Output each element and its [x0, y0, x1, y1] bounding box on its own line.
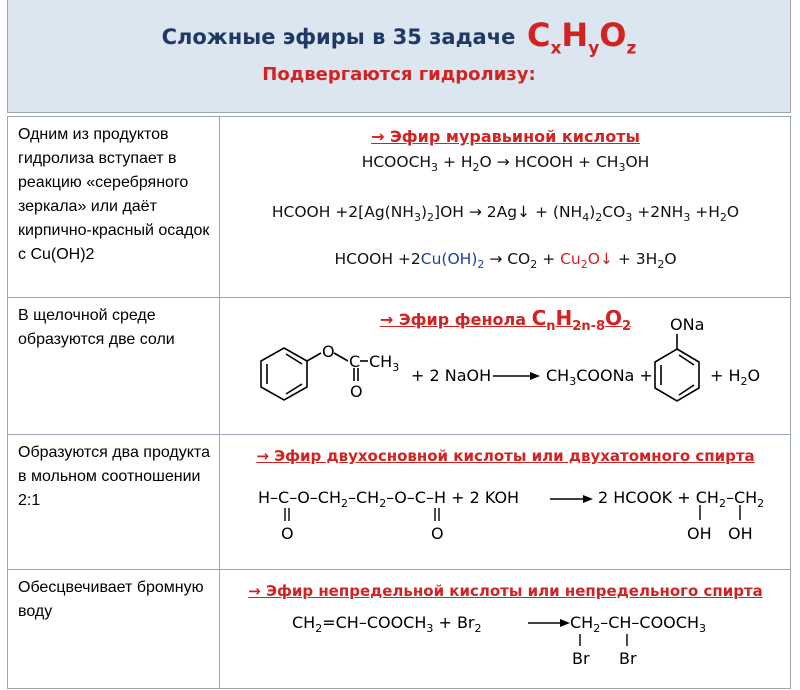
table-row [7, 569, 791, 689]
table-row [7, 297, 791, 434]
table-row [7, 434, 791, 569]
row-heading: → Эфир непредельной кислоты или непредельного спирта [248, 582, 763, 600]
svg-text:O: O [350, 382, 363, 401]
svg-text:CH2–CH–COOCH3: $CH_2-CH-COOCH_3$ [570, 613, 706, 635]
svg-text:CH3: $CH_3$ [369, 352, 400, 374]
svg-text:OH: OH [728, 524, 753, 543]
description-cell [7, 117, 220, 297]
description-text: Обесцвечивает бромную воду [18, 579, 204, 620]
svg-text:CH2=CH–COOCH3 + Br2: $CH_2=CH-COOCH_3 + Br_2$ [292, 613, 482, 635]
table-row [7, 116, 791, 297]
phenyl-acetate-reaction [220, 298, 791, 435]
svg-text:CH3COONa +: $CH_3COONa$ + [546, 366, 653, 388]
svg-text:Br: Br [572, 649, 590, 668]
description-text: В щелочной среде образуются две соли [18, 307, 175, 348]
bromination-reaction [220, 570, 791, 690]
svg-text:H–C–O–CH2–CH2–O–C–H + 2 KOH: $H-C-O-CH_2-CH_2-O-C-H + 2$ KOH [258, 488, 520, 510]
phenolate-ring-icon [655, 334, 699, 401]
header-panel [7, 0, 791, 113]
svg-text:O: O [281, 524, 294, 543]
phenol-ester-formula: $C_nH_{2n-8}O_2$ [531, 306, 632, 334]
equation-silver-mirror: HCOOH $+2[Ag(NH_3)_2]OH$ → 2Ag↓ + $(NH_4)_2CO_3 +2NH_3 +H_2O$ [271, 203, 740, 225]
svg-text:2 HCOOK + CH2–CH2: 2 HCOOK + $CH_2-CH_2$ [598, 488, 765, 510]
description-text: Образуются два продукта в мольном соотношении 2:1 [18, 444, 210, 509]
svg-text:Br: Br [619, 649, 637, 668]
svg-text:O: O [322, 342, 335, 361]
table-border-left [7, 116, 8, 689]
row-heading: → Эфир двухосновной кислоты или двухатомного спирта [256, 447, 755, 465]
title-text: Сложные эфиры в 35 задаче [161, 25, 516, 50]
title-formula: $C_xH_yO_z$ [526, 16, 637, 59]
svg-text:OH: OH [687, 524, 712, 543]
page-subtitle: Подвергаются гидролизу: [262, 64, 536, 85]
svg-text:C: C [349, 352, 361, 371]
description-text: Одним из продуктов гидролиза вступает в реакцию «серебряного зеркала» или даёт кирпично-красный осадок с Cu(OH)2 [18, 126, 210, 263]
diester-reaction [220, 435, 791, 570]
svg-text:+ 2 NaOH: + 2 NaOH [411, 366, 492, 385]
svg-text:+ H2O: + $H_2O$ [710, 366, 761, 388]
page-title [8, 16, 790, 58]
description-cell [7, 570, 220, 689]
row-heading: → Эфир муравьиной кислоты [371, 127, 640, 146]
row-heading: → Эфир фенола $C_nH_{2n-8}O_2$ [379, 306, 632, 334]
description-cell [7, 435, 220, 569]
table-border-right [790, 116, 791, 689]
svg-text:ONa: ONa [670, 315, 705, 334]
equation-hydrolysis: $HCOOCH_3 + H_2O$ → HCOOH + $CH_3OH$ [361, 153, 650, 175]
svg-text:O: O [431, 524, 444, 543]
equation-copper-hydroxide: HCOOH $+2Cu(OH)_2 \to CO_2$ + $Cu_2O↓ + 3H_2O$ [334, 250, 677, 272]
description-cell [7, 298, 220, 434]
